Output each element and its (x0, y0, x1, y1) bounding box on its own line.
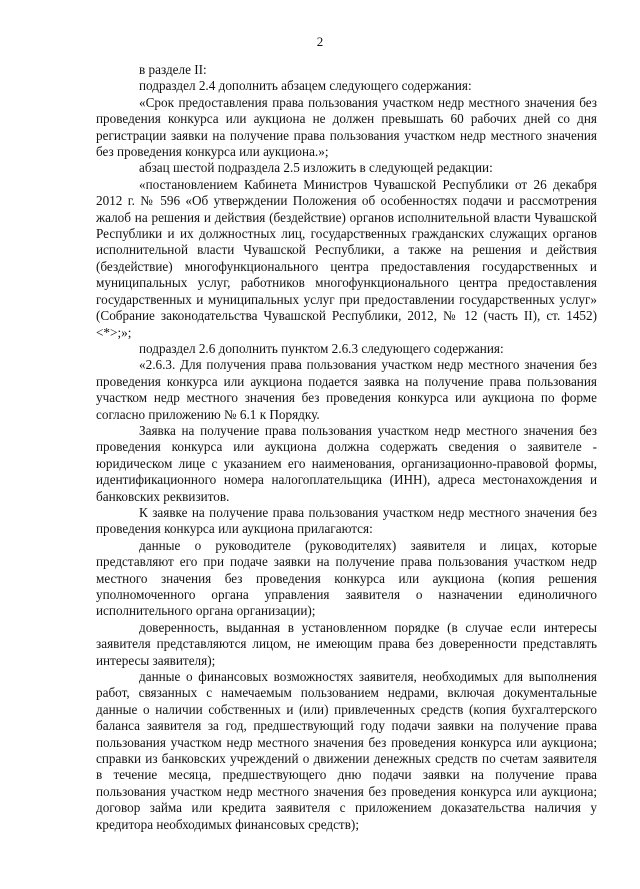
paragraph-attachments-intro: К заявке на получение права пользования участком недр местного значения без проведения конкурса или аукциона прилагаются: (96, 504, 597, 537)
paragraph-subsection-2-6-intro: подраздел 2.6 дополнить пунктом 2.6.3 следующего содержания: (139, 340, 504, 356)
paragraph-clause-2-6-3: «2.6.3. Для получения права пользования участком недр местного значения без проведения конкурса или аукциона подается заявка на получение права пользования участком недр местного значения без проведения конкурса или аукциона по форме согласно приложению № 6.1 к Порядку. (96, 357, 597, 422)
paragraph-manager-data: данные о руководителе (руководителях) заявителя и лицах, которые представляют его при подаче заявки на получение права пользования участком недр местного значения без проведения конкурса или аукциона (копия решения уполномоченного органа управления заявителя о назначении единоличного исполнительного органа организации); (96, 537, 597, 619)
paragraph-cabinet-resolution: «постановлением Кабинета Министров Чувашской Республики от 26 декабря 2012 г. № 596 «Об утверждении Положения об особенностях подачи и рассмотрения жалоб на решения и действия (бездействие) органов исполнительной власти Чувашской Республики и их должностных лиц, государственных гражданских служащих органов исполнительной власти Чувашской Республики, а также на решения и действия (бездействие) многофункционального центра предоставления государственных и муниципальных услуг, работников многофункционального центра предоставления государственных и муниципальных услуг при предоставлении государственных услуг» (Собрание законодательства Чувашской Республики, 2012, № 12 (часть II), ст. 1452) <*>;»; (96, 176, 597, 340)
paragraph-term-provision: «Срок предоставления права пользования участком недр местного значения без проведения конкурса или аукциона не должен превышать 60 рабочих дней со дня регистрации заявки на получение права пользования участком недр местного значения без проведения конкурса или аукциона.»; (96, 94, 597, 160)
page-number: 2 (316, 34, 324, 49)
paragraph-subsection-2-5-intro: абзац шестой подраздела 2.5 изложить в следующей редакции: (139, 160, 493, 176)
paragraph-power-of-attorney: доверенность, выданная в установленном порядке (в случае если интересы заявителя представляются лицом, не имеющим права без доверенности представлять интересы заявителя); (96, 619, 597, 668)
paragraph-financial-data: данные о финансовых возможностях заявителя, необходимых для выполнения работ, связанных с намечаемым пользованием недрами, включая документальные данные о наличии собственных и (или) привлеченных средств (копия бухгалтерского баланса заявителя за год, предшествующий году подачи заявки на получение права пользования участком недр местного значения без проведения конкурса или аукциона; справки из банковских учреждений о движении денежных средств по счетам заявителя в течение месяца, предшествующего дню подачи заявки на получение права пользования участком недр местного значения без проведения конкурса или аукциона; договор займа или кредита заявителя с приложением доказательства наличия у кредитора необходимых финансовых средств); (96, 669, 597, 832)
paragraph-application-contents: Заявка на получение права пользования участком недр местного значения без проведения конкурса или аукциона должна содержать сведения о заявителе - юридическом лице с указанием его наименования, организационно-правовой формы, идентификационного номера налогоплательщика (ИНН), адреса местонахождения и банковских реквизитов. (96, 422, 597, 504)
paragraph-subsection-2-4-intro: подраздел 2.4 дополнить абзацем следующего содержания: (139, 78, 472, 94)
document-body (96, 62, 597, 833)
paragraph-section-ii: в разделе II: (139, 62, 207, 77)
